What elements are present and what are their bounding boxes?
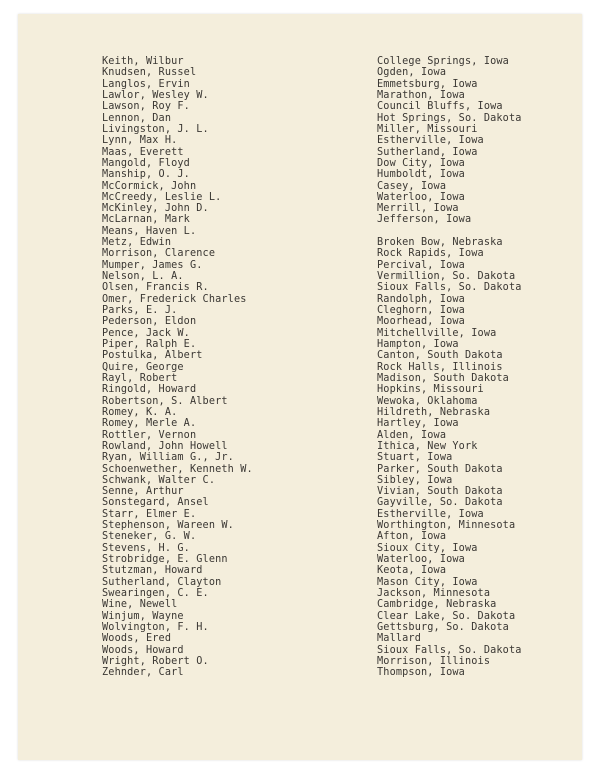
list-item <box>18 656 582 668</box>
member-hometown: Sibley, Iowa <box>377 474 453 486</box>
list-item <box>18 294 582 306</box>
list-item <box>18 124 582 136</box>
member-name: McKinley, John D. <box>102 203 209 215</box>
member-name: Nelson, L. A. <box>102 271 184 283</box>
list-item <box>18 214 582 226</box>
member-name: Pederson, Eldon <box>102 316 197 328</box>
list-item <box>18 430 582 442</box>
member-name: Lynn, Max H. <box>102 135 178 147</box>
member-name: Woods, Howard <box>102 644 184 656</box>
member-name: Zehnder, Carl <box>102 667 184 679</box>
member-hometown: Council Bluffs, Iowa <box>377 101 503 113</box>
member-name: Rottler, Vernon <box>102 429 197 441</box>
member-hometown: Vermillion, So. Dakota <box>377 271 516 283</box>
list-item <box>18 554 582 566</box>
member-hometown: Estherville, Iowa <box>377 508 484 520</box>
list-item <box>18 407 582 419</box>
list-item <box>18 588 582 600</box>
member-hometown: Keota, Iowa <box>377 565 447 577</box>
list-item <box>18 464 582 476</box>
member-name: Morrison, Clarence <box>102 248 216 260</box>
member-hometown: Emmetsburg, Iowa <box>377 78 478 90</box>
member-name: Stevens, H. G. <box>102 542 190 554</box>
list-item <box>18 667 582 679</box>
document-page <box>18 14 582 760</box>
list-item <box>18 282 582 294</box>
member-name: Steneker, G. W. <box>102 531 197 543</box>
member-hometown: Miller, Missouri <box>377 123 478 135</box>
member-hometown: Moorhead, Iowa <box>377 316 465 328</box>
member-name: Pence, Jack W. <box>102 327 190 339</box>
list-item <box>18 226 582 238</box>
list-item <box>18 577 582 589</box>
member-name: Swearingen, C. E. <box>102 588 209 600</box>
member-name: Sutherland, Clayton <box>102 576 222 588</box>
member-name: Mangold, Floyd <box>102 157 190 169</box>
member-name: Maas, Everett <box>102 146 184 158</box>
list-item <box>18 565 582 577</box>
member-name: Stephenson, Wareen W. <box>102 520 234 532</box>
list-item <box>18 350 582 362</box>
member-hometown: Stuart, Iowa <box>377 452 453 464</box>
member-name: Starr, Elmer E. <box>102 508 197 520</box>
list-item <box>18 260 582 272</box>
member-name: Schoenwether, Kenneth W. <box>102 463 253 475</box>
member-name: Rowland, John Howell <box>102 440 228 452</box>
member-hometown: Clear Lake, So. Dakota <box>377 610 516 622</box>
member-name: Lawlor, Wesley W. <box>102 89 209 101</box>
list-item <box>18 486 582 498</box>
member-hometown: Merrill, Iowa <box>377 203 459 215</box>
list-item <box>18 509 582 521</box>
member-name: Lennon, Dan <box>102 112 172 124</box>
member-name: McCormick, John <box>102 180 197 192</box>
member-hometown: Percival, Iowa <box>377 259 465 271</box>
list-item <box>18 56 582 68</box>
member-hometown: Madison, South Dakota <box>377 372 509 384</box>
list-item <box>18 305 582 317</box>
member-name: Metz, Edwin <box>102 237 172 249</box>
member-name: Livingston, J. L. <box>102 123 209 135</box>
list-item <box>18 203 582 215</box>
member-name: McCreedy, Leslie L. <box>102 191 222 203</box>
member-name: Piper, Ralph E. <box>102 339 197 350</box>
list-item <box>18 135 582 147</box>
member-hometown: Worthington, Minnesota <box>377 520 516 532</box>
member-name: Ryan, William G., Jr. <box>102 452 234 464</box>
list-item <box>18 339 582 351</box>
list-item <box>18 248 582 260</box>
member-name: Wolvington, F. H. <box>102 622 209 633</box>
member-hometown: Hopkins, Missouri <box>377 384 484 396</box>
member-hometown: Thompson, Iowa <box>377 667 465 679</box>
member-name: Robertson, S. Albert <box>102 395 228 407</box>
list-item <box>18 181 582 193</box>
member-name: Manship, O. J. <box>102 169 190 181</box>
member-hometown: Gettsburg, So. Dakota <box>377 622 509 633</box>
member-name: Mumper, James G. <box>102 259 203 271</box>
list-item <box>18 79 582 91</box>
list-item <box>18 328 582 340</box>
member-name: Langlos, Ervin <box>102 78 190 90</box>
member-name: McLarnan, Mark <box>102 214 190 226</box>
member-hometown: Cambridge, Nebraska <box>377 599 497 611</box>
member-hometown: Ogden, Iowa <box>377 67 447 79</box>
member-hometown: Waterloo, Iowa <box>377 191 465 203</box>
list-item <box>18 158 582 170</box>
list-item <box>18 90 582 102</box>
member-name: Strobridge, E. Glenn <box>102 554 228 566</box>
member-name: Means, Haven L. <box>102 225 197 237</box>
list-item <box>18 396 582 408</box>
list-item <box>18 271 582 283</box>
list-item <box>18 599 582 611</box>
member-name: Lawson, Roy F. <box>102 101 190 113</box>
member-hometown: Sioux Falls, So. Dakota <box>377 644 522 656</box>
member-name: Schwank, Walter C. <box>102 474 216 486</box>
list-item <box>18 169 582 181</box>
list-item <box>18 633 582 645</box>
member-hometown: Jefferson, Iowa <box>377 214 472 226</box>
member-hometown: Dow City, Iowa <box>377 157 465 169</box>
list-item <box>18 384 582 396</box>
list-item <box>18 531 582 543</box>
member-name: Omer, Frederick Charles <box>102 293 247 305</box>
list-item <box>18 543 582 555</box>
member-hometown: Wewoka, Oklahoma <box>377 395 478 407</box>
member-hometown: Rock Halls, Illinois <box>377 361 503 373</box>
member-hometown: Morrison, Illinois <box>377 655 491 667</box>
member-hometown: Estherville, Iowa <box>377 135 484 147</box>
member-hometown: College Springs, Iowa <box>377 56 509 67</box>
list-item <box>18 67 582 79</box>
member-name: Sonstegard, Ansel <box>102 497 209 509</box>
member-name: Olsen, Francis R. <box>102 282 209 294</box>
member-hometown: Ithica, New York <box>377 440 478 452</box>
member-name: Woods, Ered <box>102 633 172 645</box>
list-item <box>18 192 582 204</box>
member-hometown: Cleghorn, Iowa <box>377 305 465 317</box>
member-hometown: Mason City, Iowa <box>377 576 478 588</box>
member-name: Rayl, Robert <box>102 372 178 384</box>
member-name: Romey, Merle A. <box>102 418 197 430</box>
list-item <box>18 237 582 249</box>
list-item <box>18 418 582 430</box>
list-item <box>18 452 582 464</box>
member-hometown: Parker, South Dakota <box>377 463 503 475</box>
member-hometown: Rock Rapids, Iowa <box>377 248 484 260</box>
member-hometown: Canton, South Dakota <box>377 350 503 362</box>
member-name: Keith, Wilbur <box>102 56 184 67</box>
member-hometown: Casey, Iowa <box>377 180 447 192</box>
member-hometown: Gayville, So. Dakota <box>377 497 503 509</box>
member-hometown: Hartley, Iowa <box>377 418 459 430</box>
member-name: Winjum, Wayne <box>102 610 184 622</box>
member-hometown: Randolph, Iowa <box>377 293 465 305</box>
member-hometown: Alden, Iowa <box>377 429 447 441</box>
member-hometown: Vivian, South Dakota <box>377 486 503 498</box>
list-item <box>18 113 582 125</box>
list-item <box>18 373 582 385</box>
member-hometown: Afton, Iowa <box>377 531 447 543</box>
member-hometown: Jackson, Minnesota <box>377 588 491 600</box>
member-hometown: Hildreth, Nebraska <box>377 406 491 418</box>
member-hometown: Hot Springs, So. Dakota <box>377 112 522 124</box>
member-hometown: Sioux City, Iowa <box>377 542 478 554</box>
member-name: Wright, Robert O. <box>102 655 209 667</box>
member-name: Wine, Newell <box>102 599 178 611</box>
list-item <box>18 645 582 657</box>
member-hometown: Humboldt, Iowa <box>377 169 465 181</box>
list-item <box>18 147 582 159</box>
member-name: Stutzman, Howard <box>102 565 203 577</box>
list-item <box>18 611 582 623</box>
list-item <box>18 497 582 509</box>
list-item <box>18 520 582 532</box>
member-name: Ringold, Howard <box>102 384 197 396</box>
list-item <box>18 475 582 487</box>
member-name: Quire, George <box>102 361 184 373</box>
member-name: Knudsen, Russel <box>102 67 197 79</box>
member-name: Parks, E. J. <box>102 305 178 317</box>
member-hometown: Sutherland, Iowa <box>377 146 478 158</box>
member-hometown: Hampton, Iowa <box>377 339 459 350</box>
member-name: Postulka, Albert <box>102 350 203 362</box>
member-hometown: Waterloo, Iowa <box>377 554 465 566</box>
member-hometown: Mitchellville, Iowa <box>377 327 497 339</box>
member-name: Romey, K. A. <box>102 406 178 418</box>
member-hometown: Marathon, Iowa <box>377 89 465 101</box>
list-item <box>18 316 582 328</box>
member-hometown: Sioux Falls, So. Dakota <box>377 282 522 294</box>
list-item <box>18 101 582 113</box>
member-name: Senne, Arthur <box>102 486 184 498</box>
list-item <box>18 622 582 634</box>
list-item <box>18 441 582 453</box>
member-hometown: Broken Bow, Nebraska <box>377 237 503 249</box>
member-hometown: Mallard <box>377 633 421 645</box>
list-item <box>18 362 582 374</box>
